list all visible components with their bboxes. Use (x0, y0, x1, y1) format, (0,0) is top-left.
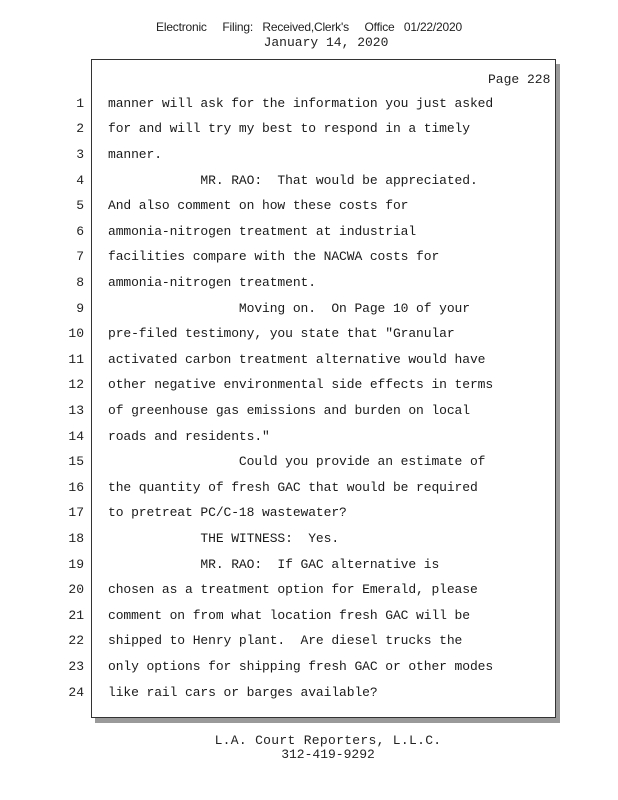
transcript-line: manner. (108, 147, 162, 162)
line-number: 19 (68, 557, 84, 572)
transcript-line: Moving on. On Page 10 of your (108, 301, 470, 316)
transcript-line: comment on from what location fresh GAC will be (108, 608, 470, 623)
transcript-line: only options for shipping fresh GAC or other modes (108, 659, 494, 674)
transcript-line: activated carbon treatment alternative would have (108, 352, 486, 367)
transcript-line: to pretreat PC/C-18 wastewater? (108, 505, 347, 520)
line-number: 11 (68, 352, 84, 367)
line-number: 22 (68, 633, 84, 648)
transcript-line: ammonia-nitrogen treatment at industrial (108, 224, 417, 239)
line-number: 8 (76, 275, 84, 290)
line-number: 6 (76, 224, 84, 239)
line-number: 2 (76, 121, 84, 136)
transcript-line: chosen as a treatment option for Emerald, please (108, 582, 478, 597)
line-number: 7 (76, 249, 84, 264)
transcript-line: shipped to Henry plant. Are diesel trucks the (108, 633, 463, 648)
filing-stamp: Electronic Filing: Received,Clerk's Office 01/22/2020 (156, 20, 462, 34)
transcript-line: And also comment on how these costs for (108, 198, 409, 213)
transcript-line: pre-filed testimony, you state that "Granular (108, 326, 455, 341)
transcript-line: roads and residents." (108, 429, 270, 444)
line-number: 1 (76, 96, 84, 111)
line-number: 5 (76, 198, 84, 213)
line-number: 17 (68, 505, 84, 520)
transcript-line: for and will try my best to respond in a timely (108, 121, 470, 136)
line-number: 18 (68, 531, 84, 546)
line-number: 14 (68, 429, 84, 444)
transcript-line: other negative environmental side effects in terms (108, 377, 494, 392)
line-number: 13 (68, 403, 84, 418)
page-number: Page 228 (488, 72, 551, 87)
transcript-line: ammonia-nitrogen treatment. (108, 275, 316, 290)
transcript-line: MR. RAO: That would be appreciated. (108, 173, 478, 188)
line-number: 3 (76, 147, 84, 162)
transcript-line: like rail cars or barges available? (108, 685, 378, 700)
transcript-line: manner will ask for the information you just asked (108, 96, 494, 111)
line-number: 4 (76, 173, 84, 188)
transcript-line: THE WITNESS: Yes. (108, 531, 340, 546)
transcript-line: MR. RAO: If GAC alternative is (108, 557, 440, 572)
line-number: 15 (68, 454, 84, 469)
reporter-company: L.A. Court Reporters, L.L.C. (214, 733, 442, 748)
transcript-line: Could you provide an estimate of (108, 454, 486, 469)
hearing-date: January 14, 2020 (263, 35, 389, 50)
line-number: 21 (68, 608, 84, 623)
line-number: 12 (68, 377, 84, 392)
line-number: 9 (76, 301, 84, 316)
transcript-line: facilities compare with the NACWA costs for (108, 249, 440, 264)
reporter-phone: 312-419-9292 (281, 747, 375, 762)
line-number: 24 (68, 685, 84, 700)
transcript-line: of greenhouse gas emissions and burden on local (108, 403, 470, 418)
line-number: 20 (68, 582, 84, 597)
line-number: 16 (68, 480, 84, 495)
line-number: 10 (68, 326, 84, 341)
line-number: 23 (68, 659, 84, 674)
transcript-line: the quantity of fresh GAC that would be required (108, 480, 478, 495)
